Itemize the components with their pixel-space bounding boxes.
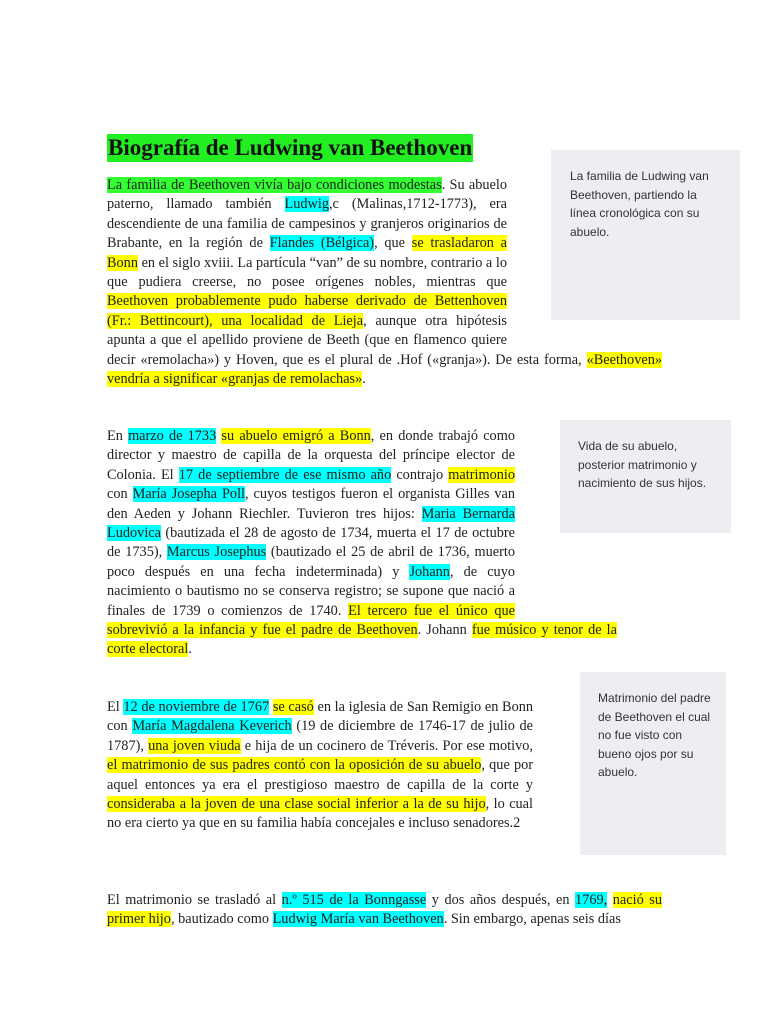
text-run: ,c (Malinas,1712-1773), era descendiente de una familia de campesinos y granjeros originarios de Brabante, en la región de (107, 196, 507, 252)
highlighted-text: n.º 515 de la Bonngasse (281, 892, 427, 908)
text-run: . Sin embargo, apenas seis días (443, 911, 621, 928)
highlighted-text: «Beethoven» vendría a significar «granjas de remolachas» (107, 351, 662, 388)
text-run: . Johann (417, 622, 472, 639)
comment-note-marriage: Matrimonio del padre de Beethoven el cual no fue visto con bueno ojos por su abuelo. (580, 672, 726, 855)
highlighted-text: una joven viuda (148, 737, 241, 754)
text-run: , bautizado como (170, 911, 273, 928)
highlighted-text: se casó (272, 699, 314, 715)
text-run: . Su abuelo paterno, llamado también (107, 177, 507, 213)
highlighted-text: matrimonio (448, 466, 516, 483)
text-run: con (107, 486, 133, 503)
highlighted-text: 17 de septiembre de ese mismo año (178, 466, 392, 483)
highlighted-text: Flandes (Bélgica) (269, 235, 375, 252)
text-run: en la iglesia de San Remigio en Bonn con (107, 699, 534, 735)
highlighted-text: el matrimonio de sus padres contó con la oposición de su abuelo (107, 757, 482, 774)
text-run: e hija de un cocinero de Tréveris. Por ese motivo, (240, 737, 533, 754)
highlighted-text: Marcus Josephus (166, 544, 267, 561)
text-run: , que (374, 235, 412, 252)
text-run: . (362, 371, 366, 388)
text-run: , que por aquel entonces ya era el prestigioso maestro de capilla de la corte y (107, 757, 533, 793)
highlighted-text: Beethoven probablemente pudo haberse derivado de Bettenhoven (Fr.: Bettincourt), una localidad de Lieja (107, 293, 507, 329)
highlighted-text: su abuelo emigró a Bonn (221, 428, 371, 444)
text-run: (bautizada el 28 de agosto de 1734, muerta el 17 de octubre de 1735), (107, 525, 515, 561)
text-run: , en donde trabajó como director y maestro de capilla de la orquesta del príncipe elector de Colonia. El (107, 428, 515, 483)
text-run: en el siglo xviii. La partícula “van” de su nombre, contrario a lo que pudiera creerse, no posee orígenes nobles, mientras que (107, 254, 507, 291)
text-run: , aunque otra hipótesis apunta a que el apellido proviene de Beeth (que en flamenco quiere decir «remolacha») y Hoven, que es el plural de .Hof («granja»). De esta forma, (107, 312, 587, 368)
document-title: Biografía de Ludwing van Beethoven (108, 135, 473, 160)
text-run: , de cuyo nacimiento o bautismo no se conserva registro; se supone que nació a finales de 1739 o comienzos de 1740. (107, 563, 516, 619)
paragraph-parents-marriage (107, 698, 533, 834)
text-run: y dos años después, en (426, 892, 576, 908)
highlighted-text: Ludwig (284, 196, 329, 213)
highlighted-text: nació su primer hijo (107, 892, 663, 928)
highlighted-text: María Josepha Poll (132, 486, 246, 503)
highlighted-text: Maria Bernarda Ludovica (107, 505, 515, 542)
highlighted-text: consideraba a la joven de una clase social inferior a la de su hijo (107, 796, 486, 813)
highlighted-text: Johann (409, 563, 450, 580)
highlighted-text: María Magdalena Keverich (132, 718, 292, 735)
text-run: En (107, 428, 129, 444)
highlighted-text: Ludwig María van Beethoven (272, 911, 444, 928)
highlighted-text: 12 de noviembre de 1767 (123, 699, 270, 715)
comment-note-grandfather: Vida de su abuelo, posterior matrimonio y nacimiento de sus hijos. (560, 420, 731, 533)
text-run: (19 de diciembre de 1746-17 de julio de 1787), (107, 718, 533, 754)
text-run: , cuyos testigos fueron el organista Gilles van den Aeden y Johann Riechler. Tuvieron tres hijos: (107, 486, 515, 522)
highlighted-text: se trasladaron a Bonn (107, 235, 507, 271)
text-run: contrajo (391, 466, 449, 483)
highlighted-text: fue músico y tenor de la corte electoral (107, 622, 617, 658)
text-run: El (107, 699, 124, 715)
comment-note-family: La familia de Ludwing van Beethoven, partiendo la línea cronológica con su abuelo. (551, 150, 740, 320)
text-run: (bautizado el 25 de abril de 1736, muerto poco después en una fecha indeterminada) y (107, 544, 515, 580)
highlighted-text: 1769, (575, 892, 608, 908)
text-run (607, 892, 613, 908)
text-run: El matrimonio se trasladó al (107, 892, 282, 908)
highlighted-text: marzo de 1733 (128, 428, 217, 444)
paragraph-grandfather-life (107, 427, 617, 660)
highlighted-text: El tercero fue el único que sobrevivió a la infancia y fue el padre de Beethoven (107, 602, 516, 639)
highlighted-text: La familia de Beethoven vivía bajo condiciones modestas (107, 177, 442, 193)
paragraph-first-child (107, 891, 662, 930)
text-run: , lo cual no era cierto ya que en su familia había concejales e incluso senadores.2 (107, 796, 534, 832)
text-run: . (188, 641, 192, 658)
